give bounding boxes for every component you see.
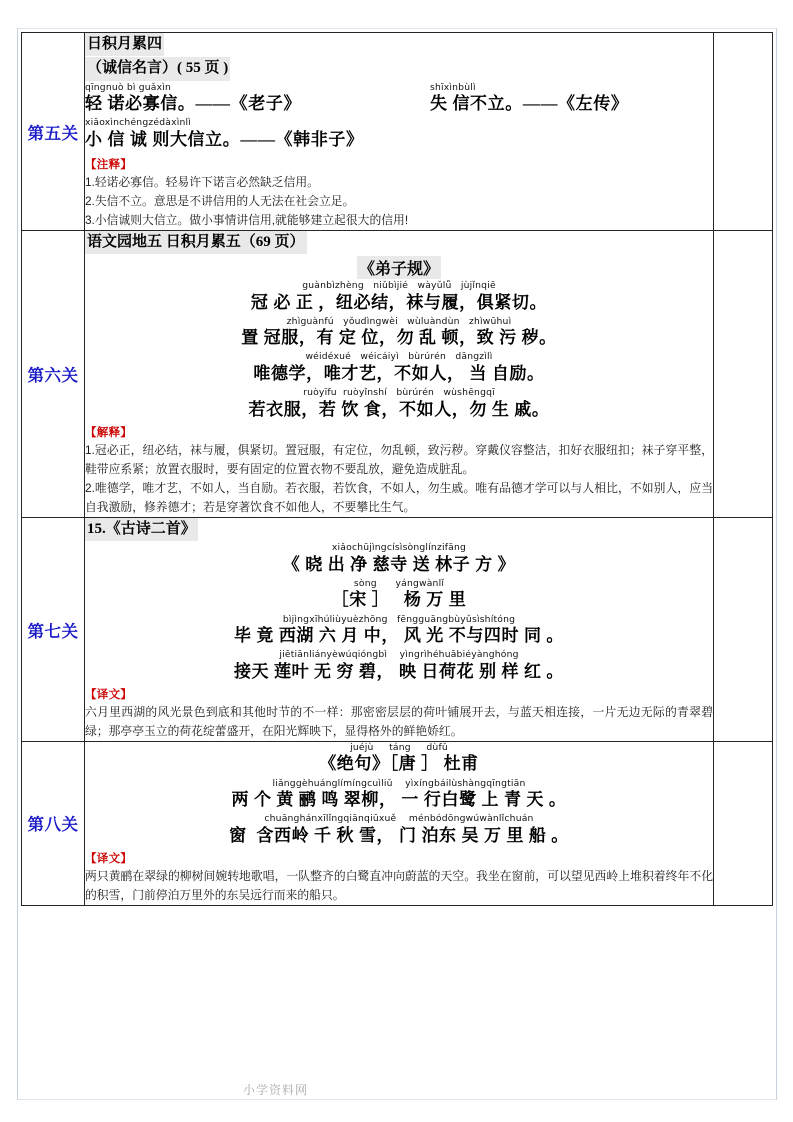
verse-pinyin: bìjìngxīhúliùyuèzhōng fēngguāngbùyǔsìshítóng	[282, 613, 516, 625]
verse-line	[85, 813, 713, 847]
empty-cell-7	[714, 518, 773, 742]
verse-pinyin: ruòyīfu ruòyǐnshí bùrúrén wùshēngqī	[303, 387, 495, 399]
section-title-line2	[85, 57, 713, 80]
verse-hanzi: 两 个 黄 鹂 鸣 翠柳， 一 行白鹭 上 青 天 。	[231, 790, 567, 810]
verse-hanzi: 小 信 诚 则大信立。——《韩非子》	[85, 129, 364, 149]
table-row	[22, 231, 773, 518]
verse-hanzi: 冠 必 正 ，纽必结，袜与履，俱紧切。	[250, 292, 548, 312]
annotation-body	[85, 173, 713, 230]
annotation-body	[85, 867, 713, 905]
verse-two-column	[85, 82, 713, 153]
verse-line	[85, 649, 713, 683]
section-title-text: 语文园地五 日积月累五（69 页）	[85, 231, 307, 254]
verse-pinyin: xiǎochūjìngcísìsònglínzifāng	[331, 542, 467, 554]
verse-line	[85, 117, 430, 151]
content-cell-8	[85, 741, 714, 905]
verse-hanzi: 失 信不立。——《左传》	[430, 94, 629, 113]
annotation-line: 六月里西湖的风光景色到底和其他时节的不一样：那密密层层的荷叶铺展开去，与蓝天相连接，一片无边无际的青翠碧绿；那亭亭玉立的荷花绽蕾盛开，在阳光辉映下，显得格外的鲜艳娇红。	[85, 704, 713, 738]
annotation-line: 1.冠必正，纽必结，袜与履，俱紧切。置冠服，有定位，勿乱顿，致污秽。穿戴仪容整洁，扣好衣服纽扣；袜子穿平整，鞋带应系紧；放置衣服时，要有固定的位置衣物不要乱放，避免造成脏乱。	[85, 442, 713, 476]
verse-line	[85, 578, 713, 612]
gate-label: 第八关	[27, 815, 79, 835]
poem-title-text: 《弟子规》	[357, 256, 441, 279]
verse-pinyin: wéidéxué wéicáiyì bùrúrén dāngzìlì	[305, 351, 493, 363]
lessons-table	[21, 32, 773, 906]
annotation-heading: 【译文】	[85, 852, 133, 865]
gate-label: 第七关	[27, 621, 79, 641]
poem-title-row	[85, 256, 713, 279]
empty-cell-6	[714, 231, 773, 518]
annotation-body	[85, 441, 713, 517]
gate-cell-8	[22, 741, 85, 905]
table-row	[22, 518, 773, 742]
verse-pinyin: shīxìnbùlì	[430, 81, 476, 93]
content-cell-5	[85, 33, 714, 231]
annotation-line: 1.轻诺必寡信。轻易许下诺言必然缺乏信用。	[85, 174, 319, 189]
section-subtitle-text: （诚信名言）( 55 页 )	[85, 57, 230, 80]
verse-hanzi: 若衣服，若 饮 食，不如人，勿 生 戚。	[248, 399, 550, 419]
verse-pinyin: juéjù táng dùfǔ	[350, 741, 448, 753]
verse-hanzi: 《 晓 出 净 慈寺 送 林子 方 》	[282, 554, 516, 574]
verse-pinyin: xiǎoxìnchéngzédàxìnlì	[85, 117, 192, 129]
verse-block	[85, 742, 713, 847]
section-title-line1	[85, 518, 713, 541]
annotation-line: 2.失信不立。意思是不讲信用的人无法在社会立足。	[85, 193, 355, 208]
verse-line	[85, 351, 713, 385]
verse-pinyin: liǎnggèhuánglímíngcuìliǔ yìxíngbáilùshàngqīngtiān	[272, 777, 526, 789]
verse-pinyin: qīngnuò bì guǎxìn	[85, 81, 172, 93]
gate-cell-6	[22, 231, 85, 518]
verse-pinyin: zhìguànfú yǒudìngwèi wùluàndùn zhìwūhuì	[286, 315, 512, 327]
section-title-text: 日积月累四	[85, 33, 164, 56]
verse-line	[85, 542, 713, 576]
verse-hanzi: ［宋 ］ 杨 万 里	[331, 590, 467, 610]
gate-cell-5	[22, 33, 85, 231]
annotation-heading: 【注释】	[85, 158, 133, 171]
content-cell-6	[85, 231, 714, 518]
annotation-body	[85, 703, 713, 741]
empty-cell-8	[714, 741, 773, 905]
content-cell-7	[85, 518, 714, 742]
table-row	[22, 741, 773, 905]
verse-hanzi: 轻 诺必寡信。——《老子》	[85, 94, 302, 113]
verse-pinyin: guànbìzhèng niǔbìjié wàyǔlǚ jùjǐnqiē	[302, 280, 496, 292]
verse-line	[85, 614, 713, 648]
verse-hanzi: 毕 竟 西湖 六 月 中， 风 光 不与四时 同 。	[233, 626, 565, 646]
verse-column-right	[430, 82, 700, 118]
verse-pinyin: sòng yángwànlǐ	[353, 577, 445, 589]
verse-hanzi: 接天 莲叶 无 穷 碧， 映 日荷花 别 样 红 。	[233, 661, 565, 681]
gate-cell-7	[22, 518, 85, 742]
verse-hanzi: 《绝句》［唐 ］ 杜甫	[319, 754, 479, 774]
annotation-line: 2.唯德学，唯才艺，不如人，当自励。若衣服，若饮食，不如人，勿生戚。唯有品德才学可以与人相比，不如别人，应当自我激励，修养德才；若是穿著饮食不如他人，不要攀比生气。	[85, 480, 713, 514]
verse-hanzi: 置 冠服，有 定 位，勿 乱 顿，致 污 秽。	[241, 328, 557, 348]
section-title-line1	[85, 33, 713, 56]
verse-pinyin: chuānghánxīlǐngqiānqiūxuě ménbódōngwúwànlǐchuán	[264, 813, 534, 825]
empty-cell-5	[714, 33, 773, 231]
verse-line	[85, 742, 713, 776]
verse-block	[85, 280, 713, 420]
verse-pinyin: jiētiānliányèwúqióngbì yìngrìhéhuābiéyànghóng	[279, 649, 519, 661]
verse-line	[430, 82, 700, 116]
verse-line	[85, 280, 713, 314]
gate-label: 第五关	[27, 123, 79, 143]
watermark-text: 小学资料网	[243, 1083, 309, 1097]
section-title-text: 15.《古诗二首》	[85, 518, 198, 541]
verse-line	[85, 316, 713, 350]
annotation-line: 两只黄鹂在翠绿的柳树间婉转地歌唱，一队整齐的白鹭直冲向蔚蓝的天空。我坐在窗前，可以望见西岭上堆积着终年不化的积雪，门前停泊万里外的东吴远行而来的船只。	[85, 868, 713, 902]
verse-block	[85, 542, 713, 682]
table-row	[22, 33, 773, 231]
verse-column-left	[85, 82, 430, 153]
gate-label: 第六关	[27, 366, 79, 386]
verse-line	[85, 778, 713, 812]
annotation-heading: 【译文】	[85, 688, 133, 701]
annotation-heading: 【解释】	[85, 426, 133, 439]
verse-line	[85, 82, 430, 116]
verse-hanzi: 唯德学，唯才艺，不如人， 当 自励。	[253, 363, 545, 383]
verse-hanzi: 窗 含西岭 千 秋 雪， 门 泊东 吴 万 里 船 。	[229, 825, 569, 845]
verse-line	[85, 387, 713, 421]
annotation-line: 3.小信诚则大信立。做小事情讲信用,就能够建立起很大的信用!	[85, 212, 409, 227]
section-title-line1	[85, 231, 713, 254]
